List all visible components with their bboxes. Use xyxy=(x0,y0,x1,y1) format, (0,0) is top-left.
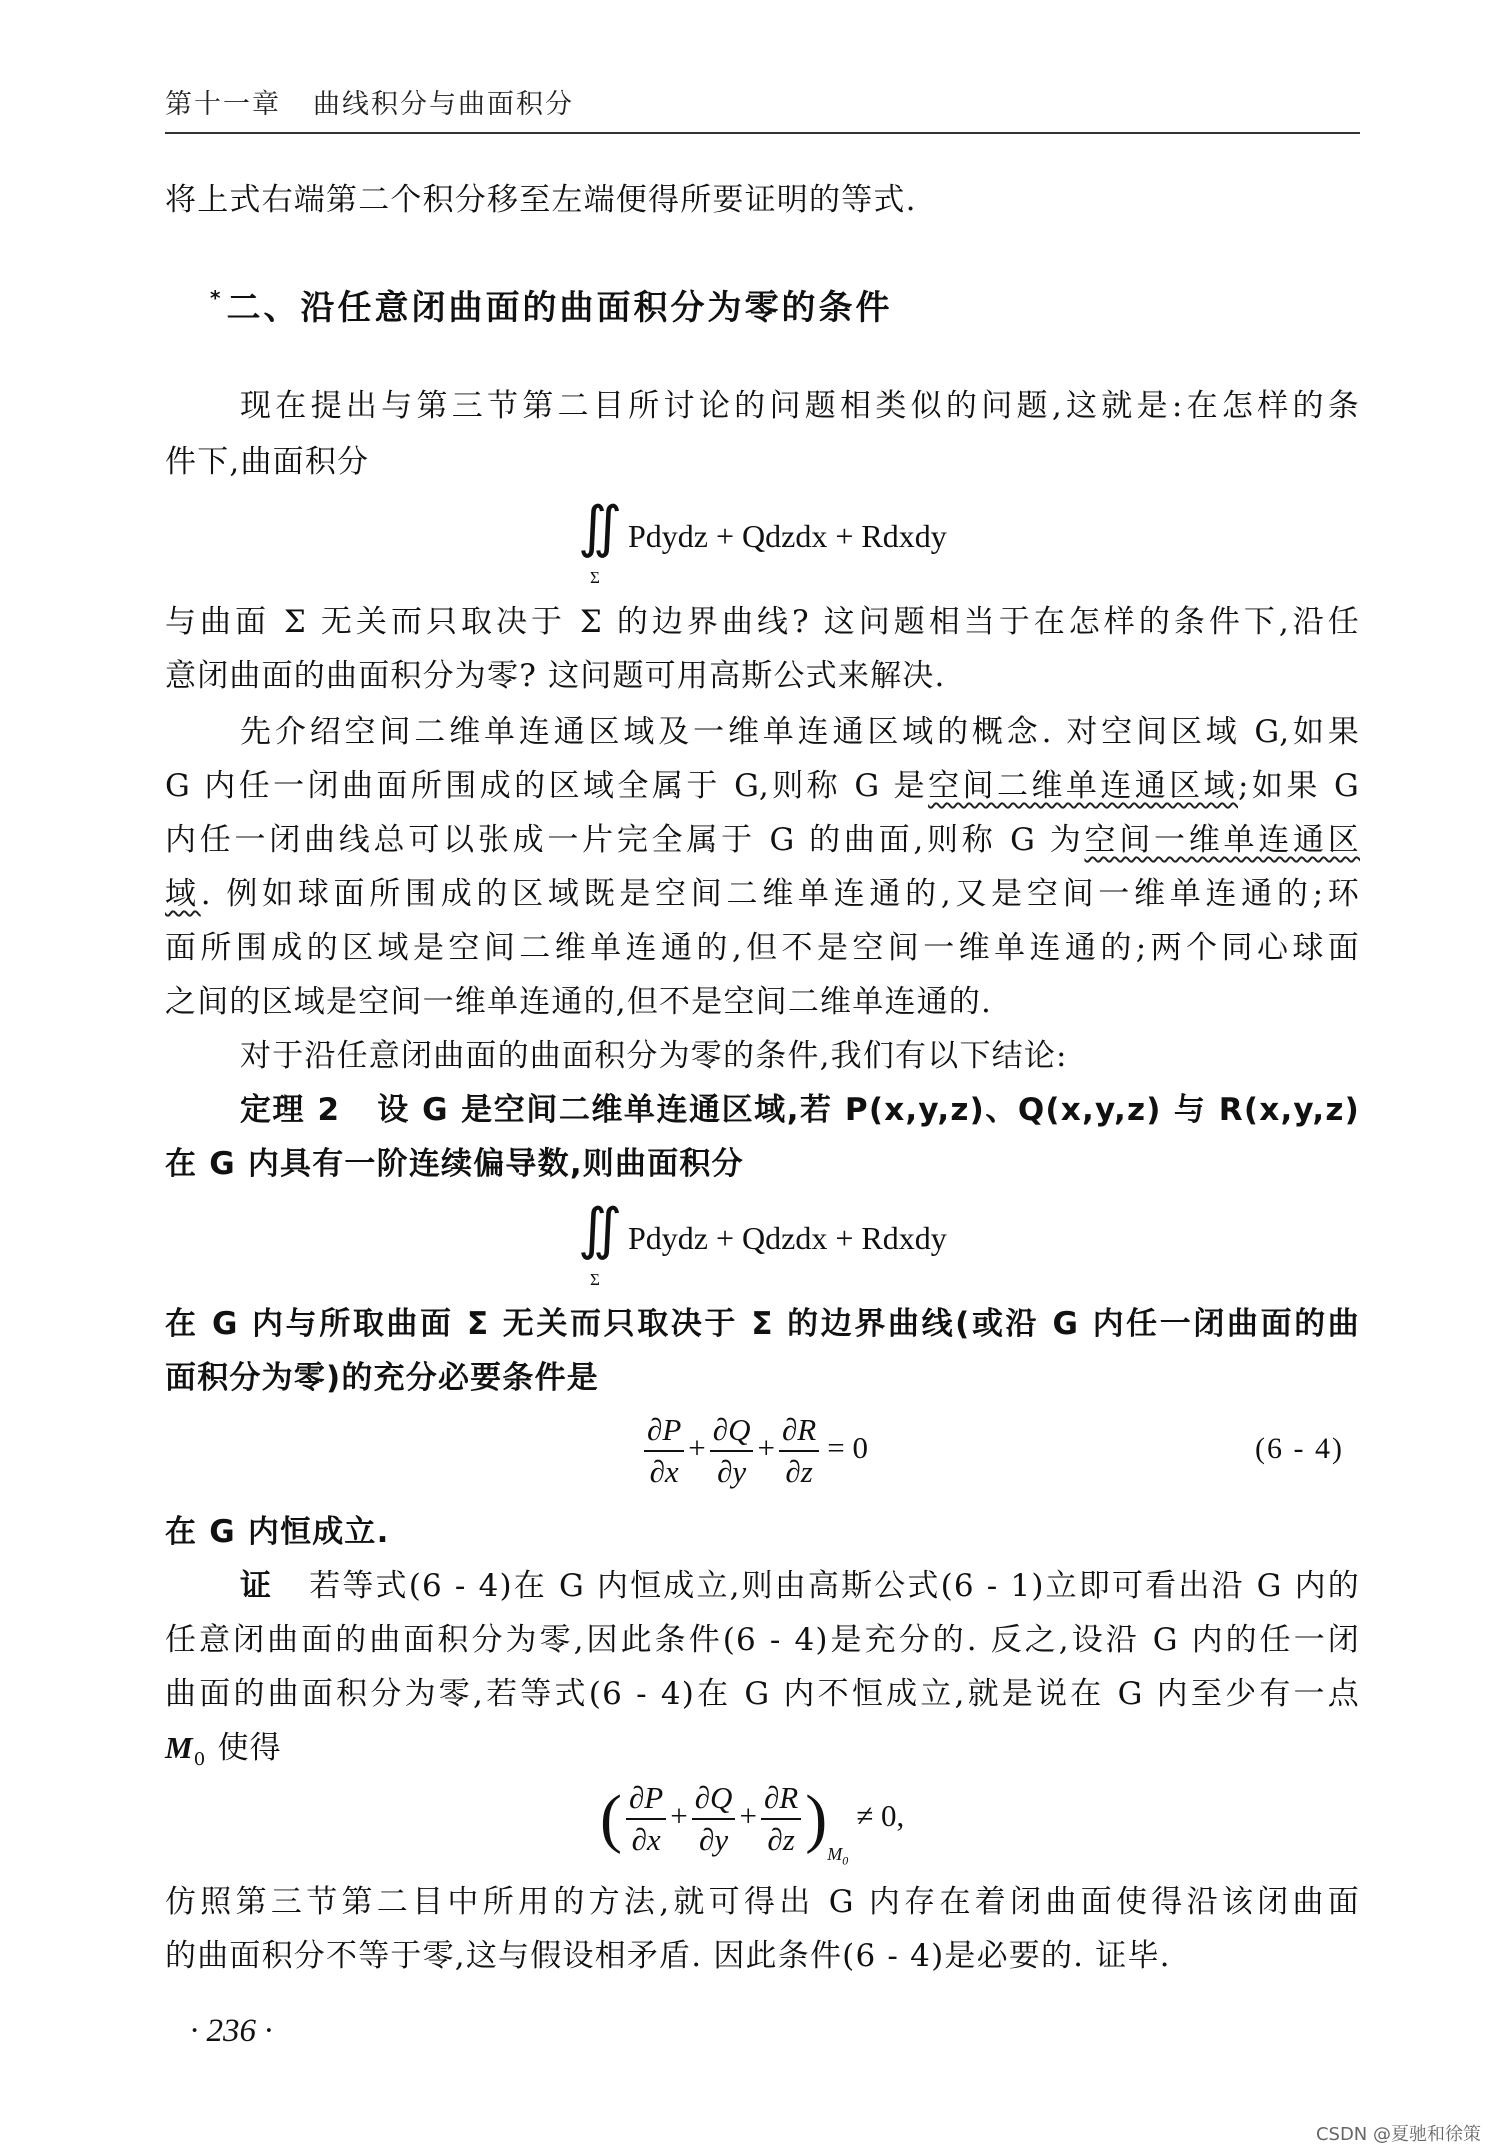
p3-line2 xyxy=(165,766,1360,806)
p1-line1: 现在提出与第三节第二目所讨论的问题相类似的问题,这就是:在怎样的条 xyxy=(240,388,1360,424)
frac-dQ-dy-2 xyxy=(692,1780,736,1858)
frac-dQ-2: ∂Q xyxy=(692,1780,736,1820)
frac-dy: ∂y xyxy=(717,1454,747,1489)
frac-dR: ∂R xyxy=(779,1412,819,1452)
plus-sign: + xyxy=(688,1430,706,1466)
frac-dx: ∂x xyxy=(649,1454,679,1489)
proof-label: 证 xyxy=(240,1568,274,1604)
plus-sign: + xyxy=(670,1798,688,1834)
section-heading xyxy=(210,280,892,329)
frac-dP-2: ∂P xyxy=(626,1780,666,1820)
frac-dR-dz xyxy=(779,1412,819,1490)
p4-line: 对于沿任意闭曲面的曲面积分为零的条件,我们有以下结论: xyxy=(240,1038,1068,1074)
header-rule xyxy=(165,132,1360,134)
right-paren: ) xyxy=(805,1782,828,1855)
p2-line2: 意闭曲面的曲面积分为零? 这问题可用高斯公式来解决. xyxy=(165,658,946,694)
frac-dR-2: ∂R xyxy=(761,1780,801,1820)
p1-line2: 件下,曲面积分 xyxy=(165,444,370,480)
integrand-2: Pdydz + Qdzdx + Rdxdy xyxy=(628,1220,947,1256)
plus-sign: + xyxy=(739,1798,757,1834)
p3-line2-text-a: G 内任一闭曲面所围成的区域全属于 G,则称 G 是 xyxy=(165,768,929,804)
frac-dP-dx-2 xyxy=(626,1780,666,1858)
watermark: CSDN @夏驰和徐策 xyxy=(1315,2124,1481,2145)
section-title: 二、沿任意闭曲面的曲面积分为零的条件 xyxy=(226,288,893,328)
p3-line4 xyxy=(165,874,1360,914)
frac-dP: ∂P xyxy=(644,1412,684,1452)
page-number: · 236 · xyxy=(190,2013,273,2049)
p3-line3-text: 内任一闭曲线总可以张成一片完全属于 G 的曲面,则称 G 为 xyxy=(165,822,1085,858)
integral-sigma-subscript-2: Σ xyxy=(590,1270,600,1289)
proof-line4-text: 使得 xyxy=(206,1730,282,1766)
equation-number: (6 - 4) xyxy=(1255,1432,1344,1465)
p3-line3 xyxy=(165,820,1360,860)
theorem-line3: 在 G 内与所取曲面 Σ 无关而只取决于 Σ 的边界曲线(或沿 G 内任一闭曲面的曲 xyxy=(165,1306,1360,1342)
p3-line2-text-b: ;如果 G xyxy=(1238,768,1361,804)
frac-dz: ∂z xyxy=(785,1454,813,1489)
frac-dy-2: ∂y xyxy=(699,1822,729,1857)
intro-line: 将上式右端第二个积分移至左端便得所要证明的等式. xyxy=(165,182,917,218)
integral-sigma-subscript: Σ xyxy=(590,568,600,587)
equation-6-4 xyxy=(640,1412,868,1490)
theorem-line5: 在 G 内恒成立. xyxy=(165,1514,390,1550)
running-header xyxy=(165,82,574,121)
double-integral-sign-2: ∬ xyxy=(578,1199,623,1261)
p3-line5: 面所围成的区域是空间二维单连通的,但不是空间一维单连通的;两个同心球面 xyxy=(165,930,1360,966)
eval-subscript xyxy=(827,1844,849,1868)
frac-dQ: ∂Q xyxy=(710,1412,754,1452)
proof-line5: 仿照第三节第二目中所用的方法,就可得出 G 内存在着闭曲面使得沿该闭曲面 xyxy=(165,1884,1360,1920)
left-paren: ( xyxy=(600,1782,622,1855)
p3-line1: 先介绍空间二维单连通区域及一维单连通区域的概念. 对空间区域 G,如果 xyxy=(240,714,1360,750)
proof-line2: 任意闭曲面的曲面积分为零,因此条件(6 - 4)是充分的. 反之,设沿 G 内的任一闭 xyxy=(165,1622,1360,1658)
chapter-title: 曲线积分与曲面积分 xyxy=(313,89,574,120)
frac-dQ-dy xyxy=(710,1412,754,1490)
eval-subscript-0: 0 xyxy=(842,1853,849,1868)
point-M-subscript: 0 xyxy=(193,1749,207,1771)
chapter-label: 第十一章 xyxy=(165,89,281,120)
proof-line6: 的曲面积分不等于零,这与假设相矛盾. 因此条件(6 - 4)是必要的. 证毕. xyxy=(165,1938,1171,1974)
equals-zero: = 0 xyxy=(827,1430,868,1466)
proof-line1 xyxy=(240,1566,1360,1606)
p3-line4-text: . 例如球面所围成的区域既是空间二维单连通的,又是空间一维单连通的;环 xyxy=(200,876,1360,912)
proof-line3: 曲面的曲面积分为零,若等式(6 - 4)在 G 内不恒成立,就是说在 G 内至少有一点 xyxy=(165,1676,1360,1712)
eval-subscript-m: M xyxy=(827,1844,843,1865)
section-star: * xyxy=(210,286,221,310)
frac-dR-dz-2 xyxy=(761,1780,801,1858)
proof-line4 xyxy=(165,1728,282,1780)
plus-sign: + xyxy=(757,1430,775,1466)
frac-dx-2: ∂x xyxy=(631,1822,661,1857)
frac-dP-dx xyxy=(644,1412,684,1490)
integrand: Pdydz + Qdzdx + Rdxdy xyxy=(628,518,947,554)
theorem-line4: 面积分为零)的充分必要条件是 xyxy=(165,1360,599,1396)
theorem-label: 定理 2 xyxy=(240,1092,341,1128)
term-1d-simply-connected-end: 域 xyxy=(165,876,201,912)
term-1d-simply-connected: 空间一维单连通区 xyxy=(1084,822,1361,858)
theorem-line2: 在 G 内具有一阶连续偏导数,则曲面积分 xyxy=(165,1146,744,1182)
p3-line6: 之间的区域是空间一维单连通的,但不是空间二维单连通的. xyxy=(165,984,993,1020)
theorem-line1-text: 设 G 是空间二维单连通区域,若 P(x,y,z)、Q(x,y,z) 与 R(x,y,z) xyxy=(377,1092,1361,1128)
proof-line1-text: 若等式(6 - 4)在 G 内恒成立,则由高斯公式(6 - 1)立即可看出沿 G 内的 xyxy=(309,1568,1360,1604)
not-equal-zero: ≠ 0, xyxy=(856,1798,905,1834)
point-M: M xyxy=(165,1730,194,1765)
term-2d-simply-connected: 空间二维单连通区域 xyxy=(928,768,1238,804)
p2-line1: 与曲面 Σ 无关而只取决于 Σ 的边界曲线? 这问题相当于在怎样的条件下,沿任 xyxy=(165,604,1360,640)
frac-dz-2: ∂z xyxy=(767,1822,795,1857)
double-integral-sign: ∬ xyxy=(578,497,623,559)
theorem-line1 xyxy=(240,1090,1360,1130)
inequality-formula xyxy=(600,1780,904,1869)
